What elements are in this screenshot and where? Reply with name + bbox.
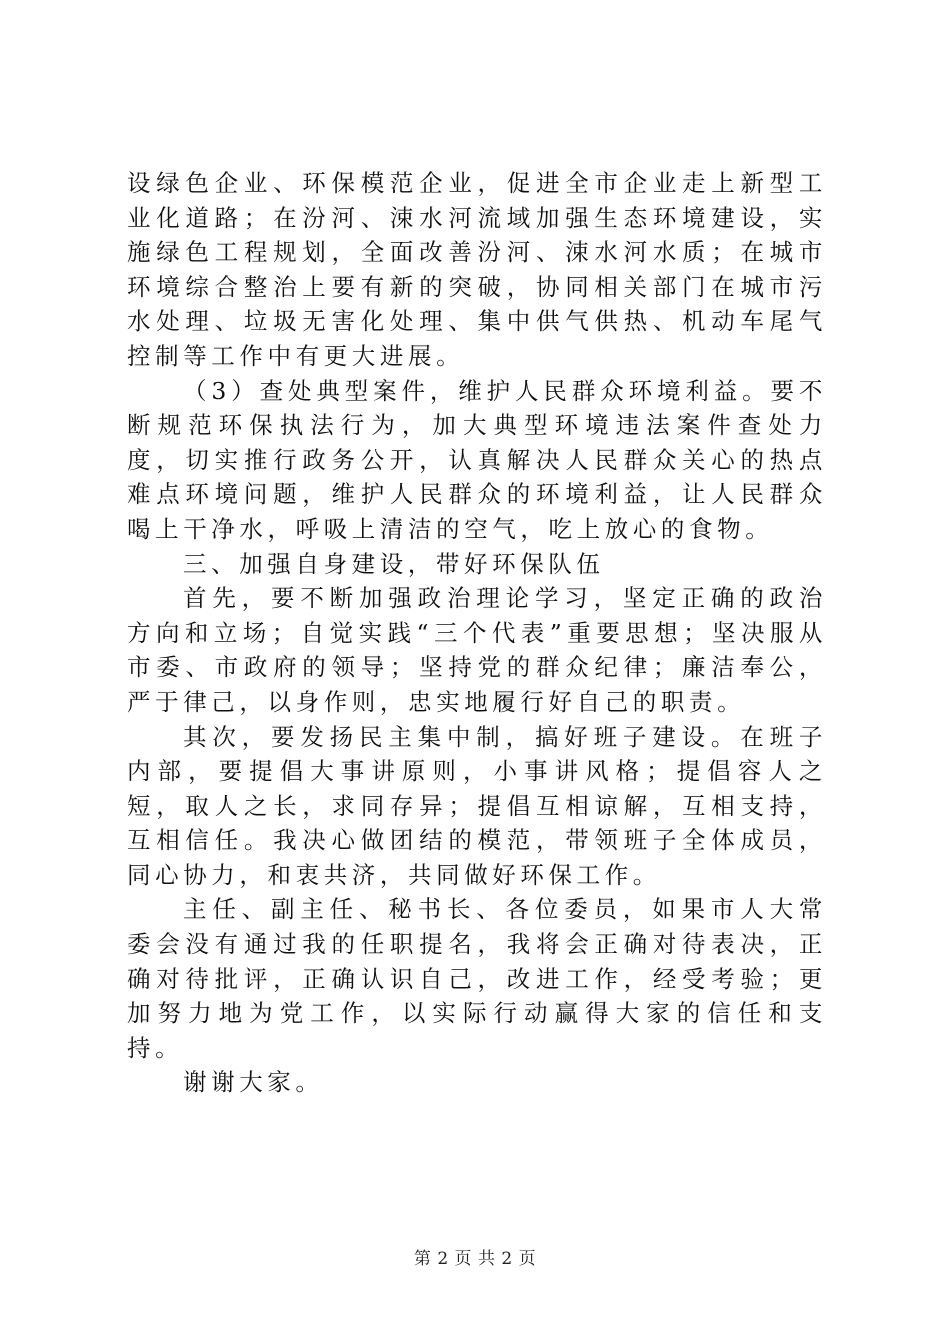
closing-line: 谢谢大家。 <box>183 1068 324 1097</box>
paragraph-6: 主任、副主任、秘书长、各位委员，如果市人大常委会没有通过我的任职提名，我将会正确对待表决，正确对待批评，正确认识自己，改进工作，经受考验；更加努力地为党工作，以实际行动赢得大家的信任和支持。 <box>127 895 827 1062</box>
paragraph-5: 其次，要发扬民主集中制，搞好班子建设。在班子内部，要提倡大事讲原则，小事讲风格；提倡容人之短，取人之长，求同存异；提倡互相谅解，互相支持，互相信任。我决心做团结的模范，带领班子全体成员，同心协力，和衷共济，共同做好环保工作。 <box>127 722 827 889</box>
paragraph-2: （3）查处典型案件，维护人民群众环境利益。要不断规范环保执法行为，加大典型环境违法案件查处力度，切实推行政务公开，认真解决人民群众关心的热点难点环境问题，维护人民群众的环境利益，让人民群众喝上干净水，呼吸上清洁的空气，吃上放心的食物。 <box>127 376 827 543</box>
paragraph-1: 设绿色企业、环保模范企业，促进全市企业走上新型工业化道路；在汾河、涑水河流域加强生态环境建设，实施绿色工程规划，全面改善汾河、涑水河水质；在城市环境综合整治上要有新的突破，协同相关部门在城市污水处理、垃圾无害化处理、集中供气供热、机动车尾气控制等工作中有更大进展。 <box>127 169 827 370</box>
document-body <box>127 166 827 1100</box>
section-heading: 三、加强自身建设，带好环保队伍 <box>183 549 605 578</box>
page-number-footer: 第 2 页 共 2 页 <box>413 1249 537 1269</box>
paragraph-4: 首先，要不断加强政治理论学习，坚定正确的政治方向和立场；自觉实践“三个代表”重要思想；坚决服从市委、市政府的领导；坚持党的群众纪律；廉洁奉公，严于律己，以身作则，忠实地履行好自己的职责。 <box>127 584 827 716</box>
